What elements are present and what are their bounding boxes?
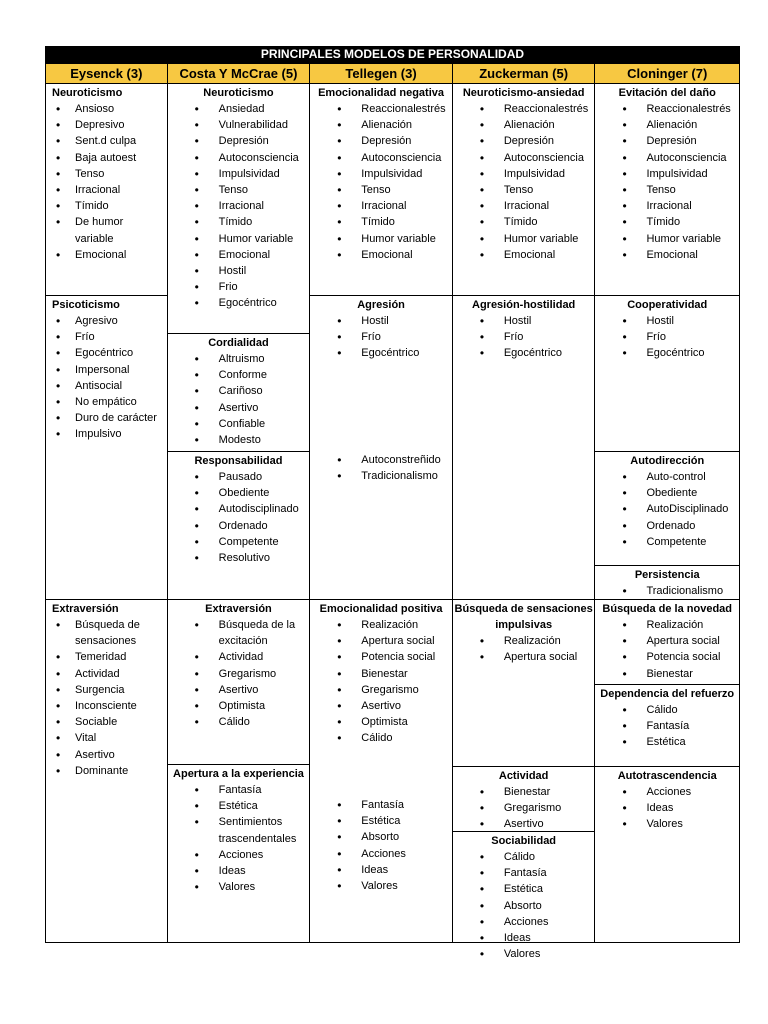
trait-item: • Hostil (453, 313, 595, 329)
trait-item: • Frio (168, 279, 310, 295)
section-tellegen-emocionalidad-negativa (310, 84, 452, 295)
trait-item: • Fantasía (595, 718, 739, 734)
trait-list (46, 101, 167, 263)
trait-item: • Cálido (168, 714, 310, 730)
trait-item: • Fantasía (453, 865, 595, 881)
trait-item: • Gregarismo (453, 800, 595, 816)
trait-list (595, 702, 739, 751)
trait-item: • Depresión (595, 133, 739, 149)
trait-item: • Impulsividad (310, 166, 452, 182)
trait-item: • Autoconsciencia (168, 150, 310, 166)
section-title: Sociabilidad (491, 835, 557, 847)
section-costa-cordialidad (168, 333, 310, 452)
trait-item: • Baja autoest (46, 150, 167, 166)
trait-item: • Tenso (310, 182, 452, 198)
trait-item: • Autoconstreñido (310, 452, 452, 468)
section-tellegen-agresion (310, 295, 452, 598)
trait-item: • Reaccionalestrés (595, 101, 739, 117)
trait-item: • Cálido (595, 702, 739, 718)
section-title: Neuroticismo (52, 87, 123, 99)
trait-list (46, 313, 167, 443)
column-cloninger (595, 63, 740, 942)
section-title: Emocionalidad positiva (319, 603, 443, 615)
trait-item: • Competente (595, 534, 739, 550)
trait-item: • Optimista (310, 714, 452, 730)
trait-item: • Autoconsciencia (595, 150, 739, 166)
trait-item: • Emocional (453, 247, 595, 263)
trait-item: • Apertura social (595, 633, 739, 649)
trait-item: • Fantasía (168, 782, 310, 798)
trait-item: • Antisocial (46, 378, 167, 394)
trait-item: • Irracional (310, 198, 452, 214)
trait-item: • Depresión (168, 133, 310, 149)
trait-item: • Acciones (310, 846, 452, 862)
trait-item: • Gregarismo (310, 682, 452, 698)
trait-item: • Humor variable (453, 231, 595, 247)
trait-item: • Tenso (168, 182, 310, 198)
trait-item: • Auto-control (595, 469, 739, 485)
trait-item: • Emocional (310, 247, 452, 263)
trait-list (310, 617, 452, 747)
trait-list (168, 617, 310, 730)
section-cloninger-evitacion (595, 84, 739, 295)
trait-item: • Actividad (46, 666, 167, 682)
column-header-cloninger: Cloninger (7) (595, 63, 739, 84)
trait-item: • Frío (595, 329, 739, 345)
trait-item: • Irracional (168, 198, 310, 214)
trait-list (595, 101, 739, 263)
trait-item: • Realización (595, 617, 739, 633)
trait-item: • Potencia social (595, 649, 739, 665)
trait-list (595, 469, 739, 550)
trait-item: • Dominante (46, 763, 167, 779)
trait-item: • Competente (168, 534, 310, 550)
trait-item: • Cálido (453, 849, 595, 865)
section-title: Búsqueda de sensaciones impulsivas (454, 603, 593, 631)
trait-item: • Absorto (310, 829, 452, 845)
trait-item: • Frío (46, 329, 167, 345)
trait-item: • Ordenado (595, 518, 739, 534)
section-eysenck-psicoticismo (46, 295, 167, 596)
trait-item: • Asertivo (46, 747, 167, 763)
trait-item: • Agresivo (46, 313, 167, 329)
section-cloninger-cooperatividad (595, 295, 739, 452)
trait-item: • Autodisciplinado (168, 501, 310, 517)
trait-item: • Egocéntrico (595, 345, 739, 361)
trait-list (453, 849, 595, 962)
section-title: Apertura a la experiencia (173, 768, 304, 780)
trait-item: • Emocional (168, 247, 310, 263)
trait-list (310, 313, 452, 362)
trait-item: • Asertivo (168, 682, 310, 698)
trait-list (453, 633, 595, 665)
table-title: PRINCIPALES MODELOS DE PERSONALIDAD (45, 46, 740, 63)
section-title: Cooperatividad (627, 299, 708, 311)
section-cloninger-autotrascendencia (595, 766, 739, 943)
trait-list (168, 782, 310, 895)
trait-list (168, 101, 310, 312)
trait-item: • Irracional (453, 198, 595, 214)
trait-list (168, 351, 310, 448)
trait-list (595, 617, 739, 682)
trait-item: • Estética (595, 734, 739, 750)
section-costa-responsabilidad (168, 451, 310, 598)
trait-item: • Valores (168, 879, 310, 895)
trait-list (453, 313, 595, 362)
trait-list (595, 784, 739, 833)
column-costa-mccrae (168, 63, 311, 942)
trait-item: • Vital (46, 730, 167, 746)
trait-list (310, 101, 452, 263)
section-zuckerman-neuroticismo-ansiedad (453, 84, 595, 295)
trait-item: • Frío (453, 329, 595, 345)
trait-item: • Hostil (310, 313, 452, 329)
trait-item: • Estética (168, 798, 310, 814)
trait-item: • Frío (310, 329, 452, 345)
column-header-tellegen: Tellegen (3) (310, 63, 452, 84)
trait-item: • Alienación (595, 117, 739, 133)
column-zuckerman (453, 63, 596, 961)
trait-item: • Impulsividad (453, 166, 595, 182)
trait-item: • Resolutivo (168, 550, 310, 566)
trait-item: • Depresión (310, 133, 452, 149)
trait-item: • Reaccionalestrés (310, 101, 452, 117)
section-title: Agresión (357, 299, 405, 311)
trait-list (453, 784, 595, 833)
section-title: Neuroticismo-ansiedad (462, 87, 585, 99)
trait-item: • Asertivo (168, 400, 310, 416)
section-title: Responsabilidad (194, 455, 283, 467)
trait-item: • Estética (453, 881, 595, 897)
trait-item: • Sent.d culpa (46, 133, 167, 149)
trait-item: • Gregarismo (168, 666, 310, 682)
trait-item: • Ansioso (46, 101, 167, 117)
trait-item: • Ansiedad (168, 101, 310, 117)
trait-item: • Cariñoso (168, 383, 310, 399)
trait-item: • Egocéntrico (453, 345, 595, 361)
section-zuckerman-agresion-hostilidad (453, 295, 595, 598)
trait-item: • Ideas (453, 930, 595, 946)
trait-item: • Impulsividad (168, 166, 310, 182)
trait-item: • Ideas (168, 863, 310, 879)
section-title: Psicoticismo (52, 299, 120, 311)
trait-item: • Tímido (310, 214, 452, 230)
section-zuckerman-actividad (453, 766, 595, 832)
trait-item: • Sociable (46, 714, 167, 730)
trait-item: • Obediente (595, 485, 739, 501)
trait-item: • Autoconsciencia (453, 150, 595, 166)
trait-item: • Tradicionalismo (595, 583, 739, 599)
trait-item: • Irracional (595, 198, 739, 214)
trait-item: • Humor variable (310, 231, 452, 247)
personality-models-table (45, 46, 740, 961)
trait-item: • Realización (310, 617, 452, 633)
section-title: Actividad (498, 770, 549, 782)
trait-list (595, 313, 739, 362)
trait-list (453, 101, 595, 263)
trait-item: • Confiable (168, 416, 310, 432)
trait-item: • Búsqueda de la excitación (168, 617, 310, 649)
trait-item: • De humor variable (46, 214, 167, 246)
trait-item: • Surgencia (46, 682, 167, 698)
section-title: Dependencia del refuerzo (600, 688, 735, 700)
trait-item: • Tenso (46, 166, 167, 182)
trait-item: • Bienestar (595, 666, 739, 682)
trait-item: • Asertivo (453, 816, 595, 832)
section-title: Extraversión (52, 603, 119, 615)
trait-item: • Potencia social (310, 649, 452, 665)
trait-item: • Apertura social (453, 649, 595, 665)
trait-item: • Cálido (310, 730, 452, 746)
trait-item: • Tímido (453, 214, 595, 230)
trait-list (310, 452, 452, 484)
section-cloninger-novedad (595, 599, 739, 685)
trait-item: • Estética (310, 813, 452, 829)
section-eysenck-neuroticismo (46, 84, 167, 295)
trait-item: • Humor variable (168, 231, 310, 247)
trait-item: • Impersonal (46, 362, 167, 378)
trait-item: • Emocional (595, 247, 739, 263)
trait-item: • Ideas (595, 800, 739, 816)
trait-item: • Sentimientos trascendentales (168, 814, 310, 846)
section-tellegen-emocionalidad-positiva (310, 599, 452, 943)
column-eysenck (46, 63, 168, 942)
section-costa-apertura (168, 764, 310, 943)
trait-item: • Impulsivo (46, 426, 167, 442)
trait-item: • Vulnerabilidad (168, 117, 310, 133)
trait-item: • Acciones (453, 914, 595, 930)
trait-item: • Bienestar (453, 784, 595, 800)
trait-item: • Actividad (168, 649, 310, 665)
section-title: Autotrascendencia (617, 770, 717, 782)
trait-item: • Autoconsciencia (310, 150, 452, 166)
trait-item: • Conforme (168, 367, 310, 383)
trait-item: • Apertura social (310, 633, 452, 649)
section-costa-neuroticismo (168, 84, 310, 333)
trait-item: • Reaccionalestrés (453, 101, 595, 117)
trait-item: • Humor variable (595, 231, 739, 247)
trait-list (595, 583, 739, 599)
trait-item: • Depresión (453, 133, 595, 149)
column-tellegen (310, 63, 453, 942)
trait-item: • Duro de carácter (46, 410, 167, 426)
trait-list (46, 617, 167, 779)
trait-item: • Tenso (453, 182, 595, 198)
trait-list (168, 469, 310, 566)
trait-item: • Búsqueda de sensaciones (46, 617, 167, 649)
trait-item: • Absorto (453, 898, 595, 914)
trait-item: • Valores (310, 878, 452, 894)
trait-item: • Valores (453, 946, 595, 962)
trait-item: • Tenso (595, 182, 739, 198)
section-title: Emocionalidad negativa (318, 87, 444, 99)
trait-list (310, 797, 452, 894)
trait-item: • AutoDisciplinado (595, 501, 739, 517)
section-title: Agresión-hostilidad (472, 299, 576, 311)
trait-item: • Bienestar (310, 666, 452, 682)
trait-item: • Obediente (168, 485, 310, 501)
trait-item: • Egocéntrico (46, 345, 167, 361)
section-title: Búsqueda de la novedad (602, 603, 733, 615)
trait-item: • Alienación (310, 117, 452, 133)
trait-item: • Ordenado (168, 518, 310, 534)
trait-item: • Egocéntrico (168, 295, 310, 311)
trait-item: • Asertivo (310, 698, 452, 714)
trait-item: • Fantasía (310, 797, 452, 813)
section-title: Evitación del daño (618, 87, 716, 99)
trait-item: • Egocéntrico (310, 345, 452, 361)
section-title: Extraversión (205, 603, 272, 615)
trait-item: • Tradicionalismo (310, 468, 452, 484)
trait-item: • Alienación (453, 117, 595, 133)
trait-item: • Tímido (168, 214, 310, 230)
section-cloninger-dependencia (595, 684, 739, 767)
trait-item: • Hostil (168, 263, 310, 279)
section-cloninger-autodireccion (595, 451, 739, 566)
trait-item: • Irracional (46, 182, 167, 198)
trait-item: • Optimista (168, 698, 310, 714)
column-header-eysenck: Eysenck (3) (46, 63, 167, 84)
column-header-costa-mccrae: Costa Y McCrae (5) (168, 63, 310, 84)
section-zuckerman-sociabilidad (453, 831, 595, 961)
section-title: Autodirección (630, 455, 705, 467)
trait-item: • Tímido (46, 198, 167, 214)
trait-item: • No empático (46, 394, 167, 410)
section-eysenck-extraversion (46, 599, 167, 943)
section-title: Cordialidad (208, 337, 269, 349)
trait-item: • Realización (453, 633, 595, 649)
section-zuckerman-busqueda (453, 599, 595, 767)
trait-item: • Acciones (168, 847, 310, 863)
trait-item: • Acciones (595, 784, 739, 800)
section-title: Persistencia (634, 569, 700, 581)
table-grid (45, 63, 740, 961)
trait-item: • Depresivo (46, 117, 167, 133)
trait-item: • Altruismo (168, 351, 310, 367)
trait-item: • Inconsciente (46, 698, 167, 714)
trait-item: • Emocional (46, 247, 167, 263)
trait-item: • Ideas (310, 862, 452, 878)
section-costa-extraversion (168, 599, 310, 765)
trait-item: • Valores (595, 816, 739, 832)
column-header-zuckerman: Zuckerman (5) (453, 63, 595, 84)
trait-item: • Modesto (168, 432, 310, 448)
trait-item: • Pausado (168, 469, 310, 485)
section-title: Neuroticismo (203, 87, 274, 99)
section-cloninger-persistencia (595, 565, 739, 598)
trait-item: • Impulsividad (595, 166, 739, 182)
trait-item: • Temeridad (46, 649, 167, 665)
trait-item: • Hostil (595, 313, 739, 329)
trait-item: • Tímido (595, 214, 739, 230)
